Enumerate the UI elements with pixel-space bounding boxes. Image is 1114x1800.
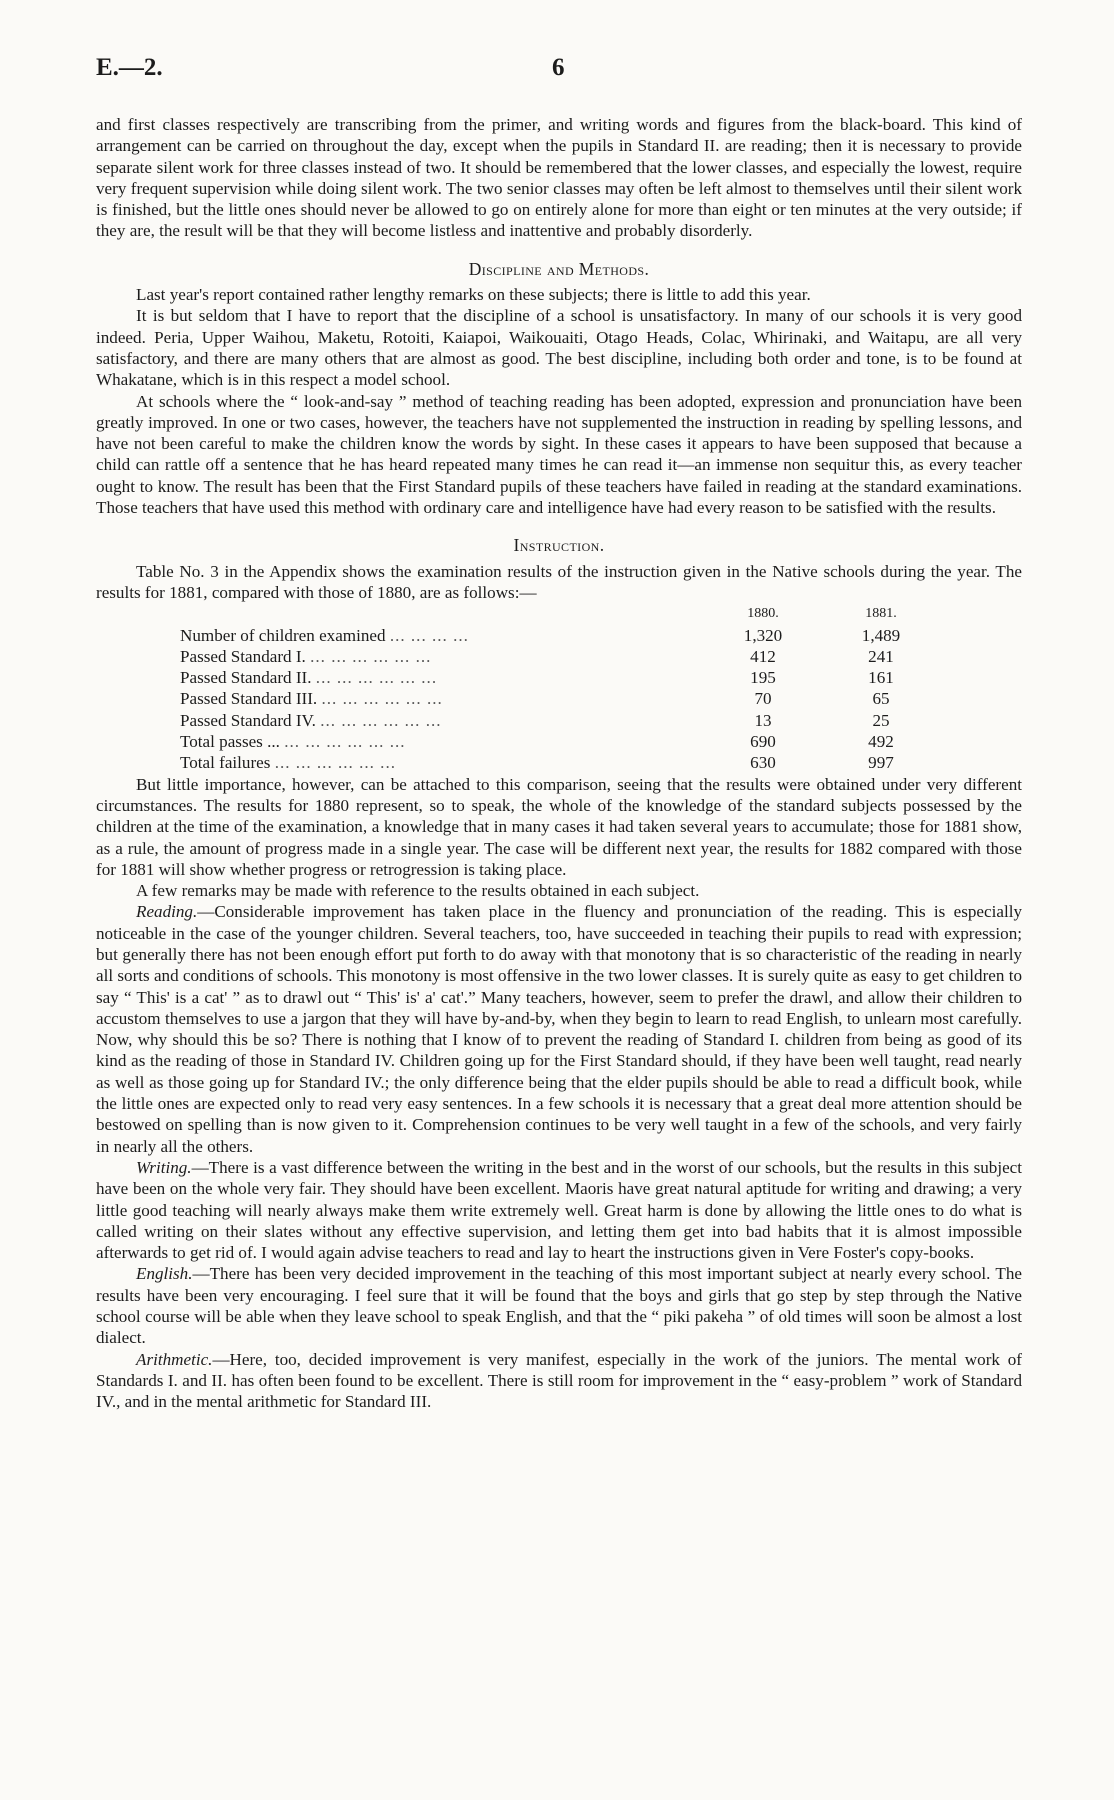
cell-1880: 412 bbox=[750, 646, 776, 666]
table-row bbox=[180, 646, 940, 667]
table-row bbox=[180, 710, 940, 731]
leader-dots: ... ... ... ... ... ... bbox=[315, 668, 438, 688]
cell-1880: 1,320 bbox=[743, 625, 783, 645]
table-row bbox=[180, 625, 940, 646]
document-page bbox=[96, 54, 1022, 1413]
cell-1881: 65 bbox=[872, 689, 890, 709]
subject-paragraph-english bbox=[96, 1263, 1022, 1348]
row-label: Total failures bbox=[180, 753, 271, 773]
results-table bbox=[180, 603, 940, 773]
document-code: E.—2. bbox=[96, 54, 163, 81]
cell-1880: 70 bbox=[754, 689, 772, 709]
page-header bbox=[96, 54, 1022, 90]
leader-dots: ... ... ... ... ... ... bbox=[321, 689, 443, 709]
leader-dots: ... ... ... ... ... ... bbox=[284, 732, 406, 752]
cell-1881: 25 bbox=[872, 710, 890, 730]
column-header-1880: 1880. bbox=[747, 606, 779, 622]
cell-1880: 195 bbox=[750, 668, 776, 688]
subject-paragraph-writing bbox=[96, 1157, 1022, 1263]
section-heading-instruction: Instruction. bbox=[513, 535, 605, 556]
row-label: Number of children examined bbox=[180, 625, 386, 645]
paragraph: and first classes respectively are transcribing from the primer, and writing words and figures from the black-board. This kind of arrangement can be carried on throughout the day, except when the pupils in Standard II. are reading; then it is necessary to provide separate silent work for three classes instead of two. It should be remembered that the lower classes, and especially the lowest, require very frequent supervision while doing silent work. The two senior classes may often be left almost to themselves until their silent work is finished, but the little ones should never be allowed to go on entirely alone for more than eight or ten minutes at the very outside; if they are, the result will be that they will become listless and inattentive and probably disorderly. bbox=[96, 115, 1022, 241]
row-label: Total passes ... bbox=[180, 732, 280, 752]
subject-text: —Considerable improvement has taken place in the fluency and pronunciation of the reading. This is especially noticeable in the case of the younger children. Several teachers, too, have succeeded in teaching their pupils to read with expression; but generally there has not been enough effort put forth to do away with that monotony that is so characteristic of the reading in nearly all sorts and conditions of schools. This monotony is most offensive in the two lower classes. It is surely quite as easy to get children to say “ This' is a cat' ” as to drawl out “ This' is' a' cat'.” Many teachers, however, seem to prefer the drawl, and allow their children to accustom themselves to use a jargon that they will have by-and-by, when they begin to learn to read English, to unlearn most carefully. Now, why should this be so? There is nothing that I know of to prevent the reading of Standard I. children from being as good of its kind as the reading of those in Standard IV. Children going up for the First Standard should, if they have been well taught, read nearly as well as those going up for Standard IV.; the only difference being that the elder pupils should be able to read a difficult book, while the little ones are expected only to read very easy sentences. In a few schools it is necessary that a great deal more attention should be bestowed on spelling than is now given to it. Comprehension continues to be very well taught in a few of the schools, and very fairly in nearly all the others. bbox=[96, 902, 1022, 1156]
table-row bbox=[180, 731, 940, 752]
row-label: Passed Standard IV. bbox=[180, 710, 316, 730]
row-label: Passed Standard III. bbox=[180, 689, 318, 709]
subject-text: —Here, too, decided improvement is very manifest, especially in the work of the juniors. The mental work of Standards I. and II. has often been found to be excellent. There is still room for improvement in the “ easy-problem ” work of Standard IV., and in the mental arithmetic for Standard III. bbox=[96, 1349, 1022, 1412]
cell-1880: 630 bbox=[750, 753, 776, 773]
cell-1881: 1,489 bbox=[861, 625, 901, 645]
subject-name: English. bbox=[136, 1264, 193, 1284]
table-row bbox=[180, 752, 940, 773]
cell-1881: 492 bbox=[868, 732, 894, 752]
cell-1881: 997 bbox=[868, 753, 894, 773]
subject-name: Reading. bbox=[136, 902, 198, 922]
leader-dots: ... ... ... ... ... ... bbox=[320, 710, 442, 730]
subject-paragraph-reading bbox=[96, 901, 1022, 1157]
leader-dots: ... ... ... ... bbox=[389, 625, 469, 645]
section-heading-discipline: Discipline and Methods. bbox=[468, 258, 650, 279]
cell-1881: 161 bbox=[868, 668, 894, 688]
subject-name: Arithmetic. bbox=[136, 1349, 213, 1369]
page-number: 6 bbox=[552, 54, 565, 81]
paragraph: A few remarks may be made with reference to the results obtained in each subject. bbox=[136, 881, 700, 901]
subject-paragraph-arithmetic bbox=[96, 1349, 1022, 1413]
row-label: Passed Standard I. bbox=[180, 646, 306, 666]
table-header-row bbox=[180, 603, 940, 624]
paragraph: Table No. 3 in the Appendix shows the examination results of the instruction given in the Native schools during the year. The results for 1881, compared with those of 1880, are as follows:— bbox=[96, 561, 1022, 602]
cell-1880: 690 bbox=[750, 732, 776, 752]
paragraph: But little importance, however, can be attached to this comparison, seeing that the results were obtained under very different circumstances. The results for 1880 represent, so to speak, the whole of the knowledge of the standard subjects possessed by the children at the time of the examination, a knowledge that in many cases it had taken several years to accumulate; those for 1881 show, as a rule, the amount of progress made in a single year. The case will be different next year, the results for 1882 compared with those for 1881 will show whether progress or retrogression is taking place. bbox=[96, 774, 1022, 879]
paragraph: Last year's report contained rather lengthy remarks on these subjects; there is little to add this year. bbox=[136, 285, 811, 305]
column-header-1881: 1881. bbox=[865, 606, 897, 622]
leader-dots: ... ... ... ... ... ... bbox=[310, 646, 432, 666]
document-body bbox=[96, 114, 1022, 1413]
table-row bbox=[180, 688, 940, 709]
subject-text: —There has been very decided improvement in the teaching of this most important subject at nearly every school. The results have been very encouraging. I feel sure that it will be found that the boys and girls that go step by step through the Native school course will be able when they leave school to speak English, and that the “ piki pakeha ” of old times will soon be almost a lost dialect. bbox=[96, 1264, 1022, 1348]
cell-1880: 13 bbox=[754, 710, 772, 730]
paragraph: At schools where the “ look-and-say ” method of teaching reading has been adopted, expression and pronunciation have been greatly improved. In one or two cases, however, the teachers have not supplemented the instruction in reading by spelling lessons, and have not been careful to make the children know the words by sight. In these cases it appears to have been supposed that because a child can rattle off a sentence that he has heard repeated many times he can read it—an immense non sequitur this, as every teacher ought to know. The result has been that the First Standard pupils of these teachers have failed in reading at the standard examinations. Those teachers that have used this method with ordinary care and intelligence have had every reason to be satisfied with the results. bbox=[96, 391, 1022, 518]
leader-dots: ... ... ... ... ... ... bbox=[274, 753, 396, 773]
subject-text: —There is a vast difference between the writing in the best and in the worst of our schools, but the results in this subject have been on the whole very fair. They should have been excellent. Maoris have great natural aptitude for writing and drawing; a very little good teaching will nearly always make them write extremely well. Great harm is done by allowing the little ones to do what is called writing on their slates without any effective supervision, and letting them get into bad habits that it is almost impossible afterwards to get rid of. I would again advise teachers to read and lay to heart the instructions given in Vere Foster's copy-books. bbox=[96, 1157, 1022, 1263]
paragraph: It is but seldom that I have to report that the discipline of a school is unsatisfactory. In many of our schools it is very good indeed. Peria, Upper Waihou, Maketu, Rotoiti, Kaiapoi, Waikouaiti, Otago Heads, Colac, Whirinaki, and Waitapu, are all very satisfactory, and there are many others that are almost as good. The best discipline, including both order and tone, is to be found at Whakatane, which is in this respect a model school. bbox=[96, 306, 1022, 390]
table-row bbox=[180, 667, 940, 688]
subject-name: Writing. bbox=[136, 1157, 192, 1177]
row-label: Passed Standard II. bbox=[180, 668, 312, 688]
cell-1881: 241 bbox=[868, 646, 894, 666]
